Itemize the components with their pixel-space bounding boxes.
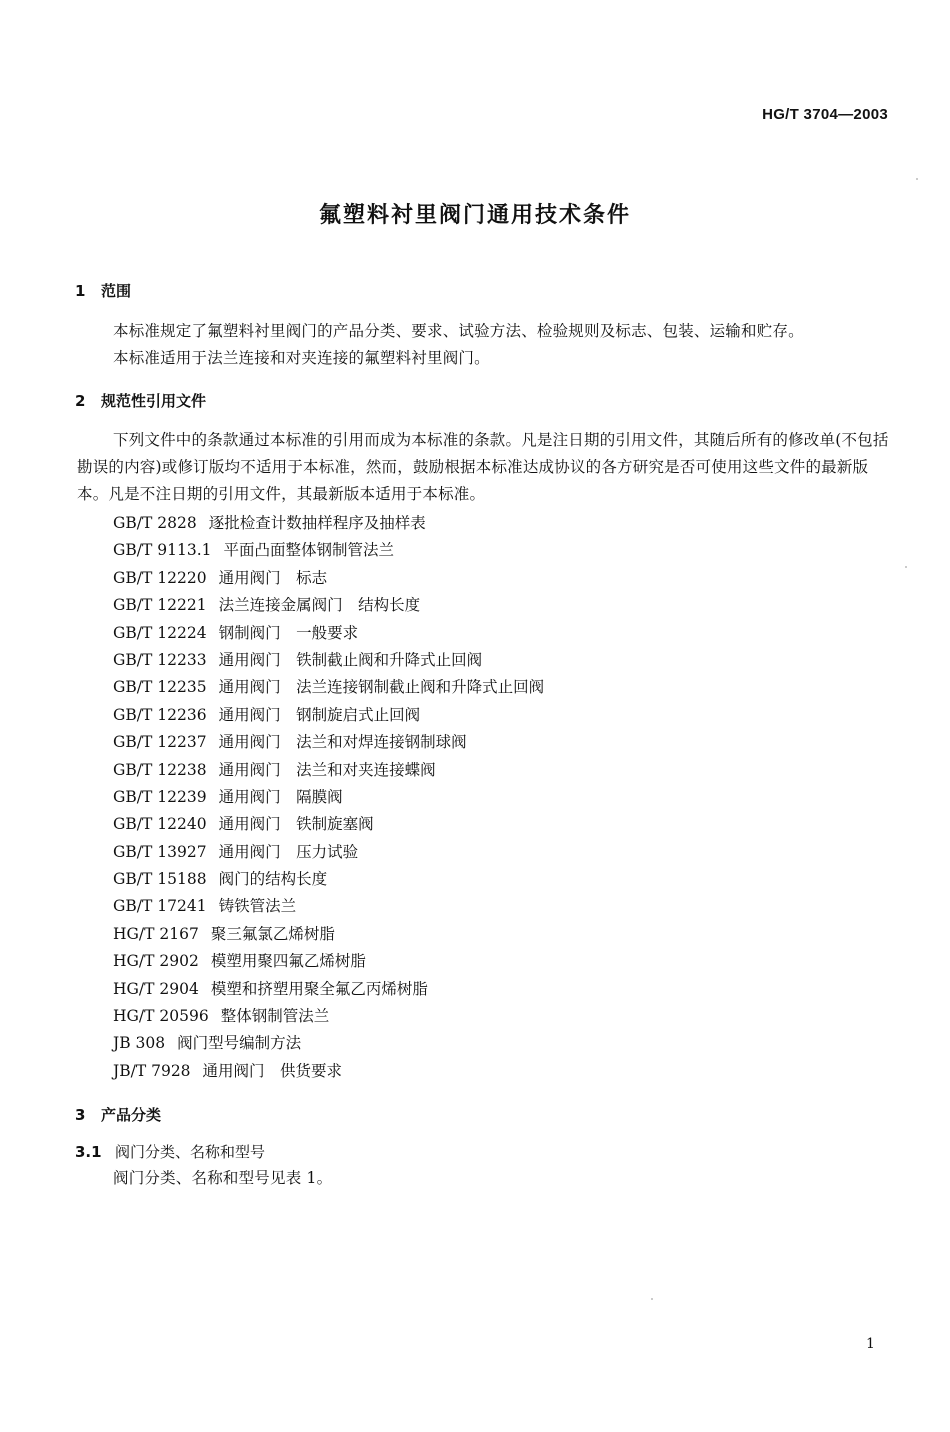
scan-speck (905, 566, 907, 568)
scope-paragraph-2: 本标准适用于法兰连接和对夹连接的氟塑料衬里阀门。 (113, 349, 490, 367)
reference-title: 法兰连接金属阀门 结构长度 (218, 596, 421, 615)
reference-code: GB/T 2828 (113, 514, 197, 532)
reference-title: 通用阀门 压力试验 (218, 842, 359, 861)
reference-title: 通用阀门 铁制旋塞阀 (218, 815, 374, 834)
reference-item (113, 893, 544, 920)
section-title: 规范性引用文件 (101, 392, 207, 410)
reference-title: 模塑和挤塑用聚全氟乙丙烯树脂 (210, 979, 428, 998)
reference-item (113, 647, 544, 674)
reference-item (113, 1058, 544, 1085)
reference-title: 通用阀门 隔膜阀 (218, 787, 343, 806)
reference-item (113, 866, 544, 893)
reference-code: GB/T 15188 (113, 870, 207, 889)
reference-item (113, 757, 544, 784)
standard-code: HG/T 3704—2003 (762, 106, 888, 123)
reference-item (113, 921, 544, 948)
section-number: 1 (75, 282, 86, 300)
scan-speck (651, 1298, 653, 1300)
reference-code: HG/T 2904 (113, 979, 199, 998)
section-title: 范围 (101, 282, 132, 300)
reference-code: JB 308 (113, 1034, 166, 1053)
reference-code: GB/T 12233 (113, 650, 207, 669)
reference-item (113, 620, 544, 647)
scope-paragraph-1: 本标准规定了氟塑料衬里阀门的产品分类、要求、试验方法、检验规则及标志、包装、运输和贮存。 (113, 322, 804, 340)
reference-item (113, 592, 544, 619)
reference-title: 通用阀门 法兰和对夹连接蝶阀 (218, 760, 436, 779)
page-number: 1 (866, 1336, 875, 1352)
reference-code: GB/T 12220 (113, 568, 207, 587)
reference-title: 通用阀门 供货要求 (202, 1061, 343, 1080)
reference-code: HG/T 2902 (113, 952, 199, 971)
reference-title: 通用阀门 法兰连接钢制截止阀和升降式止回阀 (218, 678, 545, 697)
subsection-3-1-paragraph: 阀门分类、名称和型号见表 1。 (113, 1169, 333, 1187)
reference-code: GB/T 12237 (113, 733, 207, 752)
reference-code: GB/T 17241 (113, 897, 207, 916)
section-number: 2 (75, 392, 86, 410)
reference-code: GB/T 9113.1 (113, 541, 212, 560)
reference-code: JB/T 7928 (113, 1061, 191, 1080)
subsection-number: 3.1 (75, 1143, 102, 1161)
reference-item (113, 1003, 544, 1030)
reference-title: 平面凸面整体钢制管法兰 (223, 541, 395, 560)
reference-code: HG/T 20596 (113, 1007, 209, 1026)
reference-title: 逐批检查计数抽样程序及抽样表 (208, 514, 426, 532)
reference-title: 通用阀门 铁制截止阀和升降式止回阀 (218, 650, 483, 669)
reference-title: 铸铁管法兰 (218, 897, 297, 916)
reference-item (113, 565, 544, 592)
reference-code: GB/T 12236 (113, 705, 207, 724)
reference-code: GB/T 12240 (113, 815, 207, 834)
reference-item (113, 784, 544, 811)
reference-item (113, 537, 544, 564)
reference-title: 阀门的结构长度 (218, 870, 328, 889)
reference-title: 模塑用聚四氟乙烯树脂 (210, 952, 366, 971)
reference-code: GB/T 12235 (113, 678, 207, 697)
reference-item (113, 1030, 544, 1057)
section-title: 产品分类 (101, 1106, 162, 1124)
section-3-heading (75, 1104, 161, 1125)
reference-code: GB/T 12221 (113, 596, 207, 615)
reference-title: 阀门型号编制方法 (177, 1034, 302, 1053)
reference-title: 整体钢制管法兰 (220, 1007, 330, 1026)
reference-title: 通用阀门 法兰和对焊连接钢制球阀 (218, 733, 467, 752)
subsection-title: 阀门分类、名称和型号 (115, 1143, 266, 1161)
reference-code: GB/T 12224 (113, 623, 207, 642)
subsection-3-1-heading (75, 1141, 265, 1162)
reference-title: 通用阀门 标志 (218, 568, 328, 587)
reference-item (113, 702, 544, 729)
reference-item (113, 674, 544, 701)
section-1-heading (75, 280, 131, 301)
reference-code: GB/T 12238 (113, 760, 207, 779)
section-number: 3 (75, 1106, 86, 1124)
scan-speck (916, 178, 918, 180)
reference-code: HG/T 2167 (113, 924, 199, 943)
reference-title: 通用阀门 钢制旋启式止回阀 (218, 705, 421, 724)
normative-references-paragraph: 下列文件中的条款通过本标准的引用而成为本标准的条款。凡是注日期的引用文件，其随后所有的修改单(不包括勘误的内容)或修订版均不适用于本标准，然而，鼓励根据本标准达成协议的各方研究是否可使用这些文件的最新版本。凡是不注日期的引用文件，其最新版本适用于本标准。 (77, 431, 889, 503)
document-title: 氟塑料衬里阀门通用技术条件 (318, 203, 631, 228)
reference-item (113, 839, 544, 866)
reference-item (113, 811, 544, 838)
reference-code: GB/T 13927 (113, 842, 207, 861)
reference-item (113, 976, 544, 1003)
reference-item (113, 729, 544, 756)
section-2-heading (75, 390, 206, 411)
reference-item (113, 948, 544, 975)
reference-item (113, 510, 544, 537)
reference-title: 钢制阀门 一般要求 (218, 623, 359, 642)
reference-list (113, 510, 544, 1085)
reference-title: 聚三氟氯乙烯树脂 (210, 924, 335, 943)
reference-code: GB/T 12239 (113, 787, 207, 806)
